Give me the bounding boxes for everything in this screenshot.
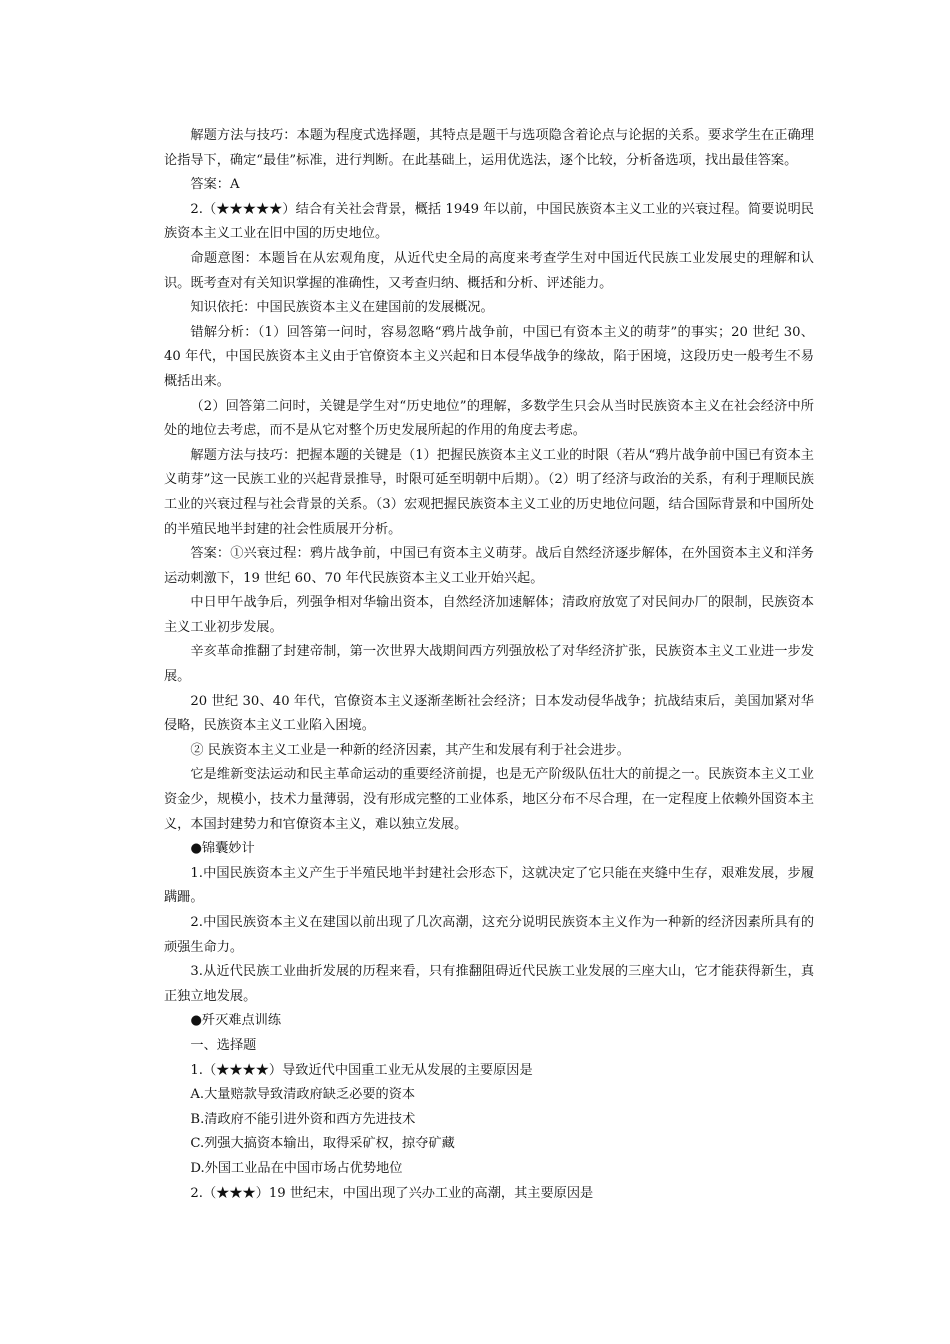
- paragraph-answer-2-part-4: 20 世纪 30、40 年代，官僚资本主义逐渐垄断社会经济；日本发动侵华战争；抗战结束后，美国加紧对华侵略，民族资本主义工业陷入困境。: [164, 693, 814, 734]
- section-heading-training: ●歼灭难点训练: [190, 1013, 282, 1029]
- option-a: A.大量赔款导致清政府缺乏必要的资本: [190, 1087, 416, 1103]
- option-c: C.列强大搞资本输出，取得采矿权，掠夺矿藏: [190, 1136, 455, 1152]
- paragraph-solution-tips-1: 解题方法与技巧：本题为程度式选择题，其特点是题干与选项隐含着论点与论据的关系。要求学生在正确理论指导下，确定“最佳”标准，进行判断。在此基础上，运用优选法，逐个比较，分析备选项，找出最佳答案。: [164, 128, 814, 168]
- paragraph-tip-1: 1.中国民族资本主义产生于半殖民地半封建社会形态下，这就决定了它只能在夹缝中生存，艰难发展，步履蹒跚。: [164, 865, 814, 906]
- option-b: B.清政府不能引进外资和西方先进技术: [190, 1111, 416, 1127]
- paragraph-answer-2-part-6: 它是维新变法运动和民主革命运动的重要经济前提，也是无产阶级队伍壮大的前提之一。民族资本主义工业资金少，规模小，技术力量薄弱，没有形成完整的工业体系，地区分布不尽合理，在一定程度上依赖外国资本主义，本国封建势力和官僚资本主义，难以独立发展。: [164, 767, 814, 832]
- section-heading-tips: ●锦囊妙计: [190, 841, 255, 857]
- paragraph-error-analysis-2: （2）回答第二问时，关键是学生对“历史地位”的理解，多数学生只会从当时民族资本主义在社会经济中所处的地位去考虑，而不是从它对整个历史发展所起的作用的角度去考虑。: [164, 398, 814, 439]
- paragraph-answer-2-part-5: ② 民族资本主义工业是一种新的经济因素，其产生和发展有利于社会进步。: [190, 742, 630, 758]
- option-d: D.外国工业品在中国市场占优势地位: [190, 1160, 403, 1176]
- paragraph-question-2: 2.（★★★★★）结合有关社会背景，概括 1949 年以前，中国民族资本主义工业的兴衰过程。简要说明民族资本主义工业在旧中国的历史地位。: [164, 201, 814, 242]
- paragraph-intent: 命题意图：本题旨在从宏观角度，从近代史全局的高度来考查学生对中国近代民族工业发展史的理解和认识。既考查对有关知识掌握的准确性，又考查归纳、概括和分析、评述能力。: [164, 250, 814, 291]
- paragraph-solution-tips-2: 解题方法与技巧：把握本题的关键是（1）把握民族资本主义工业的时限（若从“鸦片战争前中国已有资本主义萌芽”这一民族工业的兴起背景推导，时限可延至明朝中后期）。（2）明了经济与政治的关系，有利于理顺民族工业的兴衰过程与社会背景的关系。（3）宏观把握民族资本主义工业的历史地位问题，结合国际背景和中国所处的半殖民地半封建的社会性质展开分析。: [164, 447, 814, 537]
- paragraph-tip-3: 3.从近代民族工业曲折发展的历程来看，只有推翻阻碍近代民族工业发展的三座大山，它才能获得新生，真正独立地发展。: [164, 964, 814, 1004]
- paragraph-answer-2-part-3: 辛亥革命推翻了封建帝制，第一次世界大战期间西方列强放松了对华经济扩张，民族资本主义工业进一步发展。: [164, 644, 814, 685]
- document-body: [164, 124, 814, 1206]
- subheading-choice-questions: 一、选择题: [190, 1037, 257, 1053]
- paragraph-error-analysis-1: 错解分析：（1）回答第一问时，容易忽略“鸦片战争前，中国已有资本主义的萌芽”的事实；20 世纪 30、40 年代，中国民族资本主义由于官僚资本主义兴起和日本侵华战争的缘故，陷于困境，这段历史一般考生不易概括出来。: [164, 324, 814, 389]
- question-2: 2.（★★★）19 世纪末，中国出现了兴办工业的高潮，其主要原因是: [190, 1185, 594, 1201]
- paragraph-answer-2-part-1: 答案：①兴衰过程：鸦片战争前，中国已有资本主义萌芽。战后自然经济逐步解体，在外国资本主义和洋务运动刺激下，19 世纪 60、70 年代民族资本主义工业开始兴起。: [164, 546, 814, 586]
- paragraph-tip-2: 2.中国民族资本主义在建国以前出现了几次高潮，这充分说明民族资本主义作为一种新的经济因素所具有的顽强生命力。: [164, 915, 814, 955]
- paragraph-answer-2-part-2: 中日甲午战争后，列强争相对华输出资本，自然经济加速解体；清政府放宽了对民间办厂的限制，民族资本主义工业初步发展。: [164, 595, 814, 635]
- paragraph-knowledge-basis: 知识依托：中国民族资本主义在建国前的发展概况。: [190, 300, 494, 316]
- question-1: 1.（★★★★）导致近代中国重工业无从发展的主要原因是: [190, 1062, 533, 1078]
- paragraph-answer-1: 答案：A: [190, 177, 240, 193]
